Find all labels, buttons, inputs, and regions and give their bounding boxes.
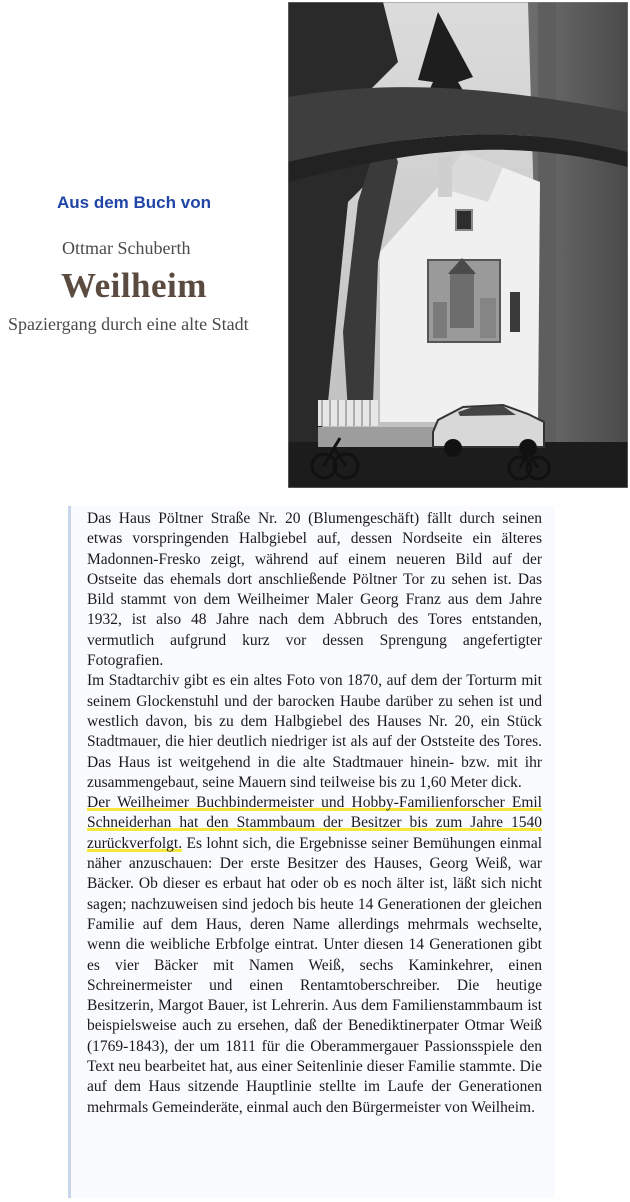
paragraph-1 (87, 509, 542, 671)
street-photo (288, 2, 628, 488)
paragraph-2 (87, 671, 542, 793)
paragraph-3-text: Es lohnt sich, die Ergebnisse seiner Bemühungen einmal näher anzuschauen: Der erste Besitzer des Hauses, Georg Weiß, war Bäcker. Ob dieser es erbaut hat oder ob es noch älter ist, läßt sich nicht sagen; nachzuweisen sind jedoch bis heute 14 Generationen der gleichen Familie auf dem Haus, deren Name allerdings mehrmals wechselte, wenn die weibliche Erbfolge eintrat. Unter diesen 14 Generationen gibt es vier Bäcker mit Namen Weiß, sechs Kaminkehrer, einen Schreinermeister und einen Rentamtoberschreiber. Die heutige Besitzerin, Margot Bauer, ist Lehrerin. Aus dem Familienstammbaum ist beispielsweise auch zu ersehen, daß der Benediktinerpater Otmar Weiß (1769-1843), der um 1811 für die Oberammergauer Passionsspiele den Text neu bearbeitet hat, aus einer Seitenlinie dieser Familie stammte. Die auf dem Haus sitzende Hauptlinie stellte im Laufe der Generationen mehrmals Gemeinderäte, einmal auch den Bürgermeister von Weilheim. (87, 834, 543, 1116)
book-subtitle: Spaziergang durch eine alte Stadt (8, 314, 249, 334)
highlighted-sentence: Der Weilheimer Buchbindermeister und Hobby-Familienforscher Emil Schneiderhan hat den Stammbaum der Besitzer bis zum Jahre 1540 zurückverfolgt. (87, 794, 542, 852)
author-name: Ottmar Schuberth (62, 238, 191, 258)
paragraph-1-text: Das Haus Pöltner Straße Nr. 20 (Blumengeschäft) fällt durch seinen etwas vorspringenden Halbgiebel auf, dessen Nordseite ein älteres Madonnen-Fresko zeigt, während auf einem neueren Bild auf der Ostseite das ehemals dort anschließende Pöltner Tor zu sehen ist. Das Bild stammt von dem Weilheimer Maler Georg Franz aus dem Jahre 1932, ist also 48 Jahre nach dem Abbruch des Tores entstanden, vermutlich aufgrund kurz vor dessen Sprengung angefertigter Fotografien. (87, 510, 542, 670)
book-label: Aus dem Buch von (57, 193, 211, 212)
book-title: Weilheim (61, 266, 207, 305)
paragraph-2-text: Im Stadtarchiv gibt es ein altes Foto von 1870, auf dem der Torturm mit seinem Glockenstuhl und der barocken Haube darüber zu sehen ist und westlich davon, bis zu dem Halbgiebel des Hauses Nr. 20, ein Stück Stadtmauer, die hier deutlich niedriger ist als auf der Oststeite des Tores. Das Haus ist weitgehend in die alte Stadtmauer hinein- bzw. mit ihr zusammengebaut, seine Mauern sind teilweise bis zu 1,60 Meter dick. (87, 672, 542, 791)
paragraph-3 (87, 793, 542, 1118)
article-text (87, 509, 542, 1118)
